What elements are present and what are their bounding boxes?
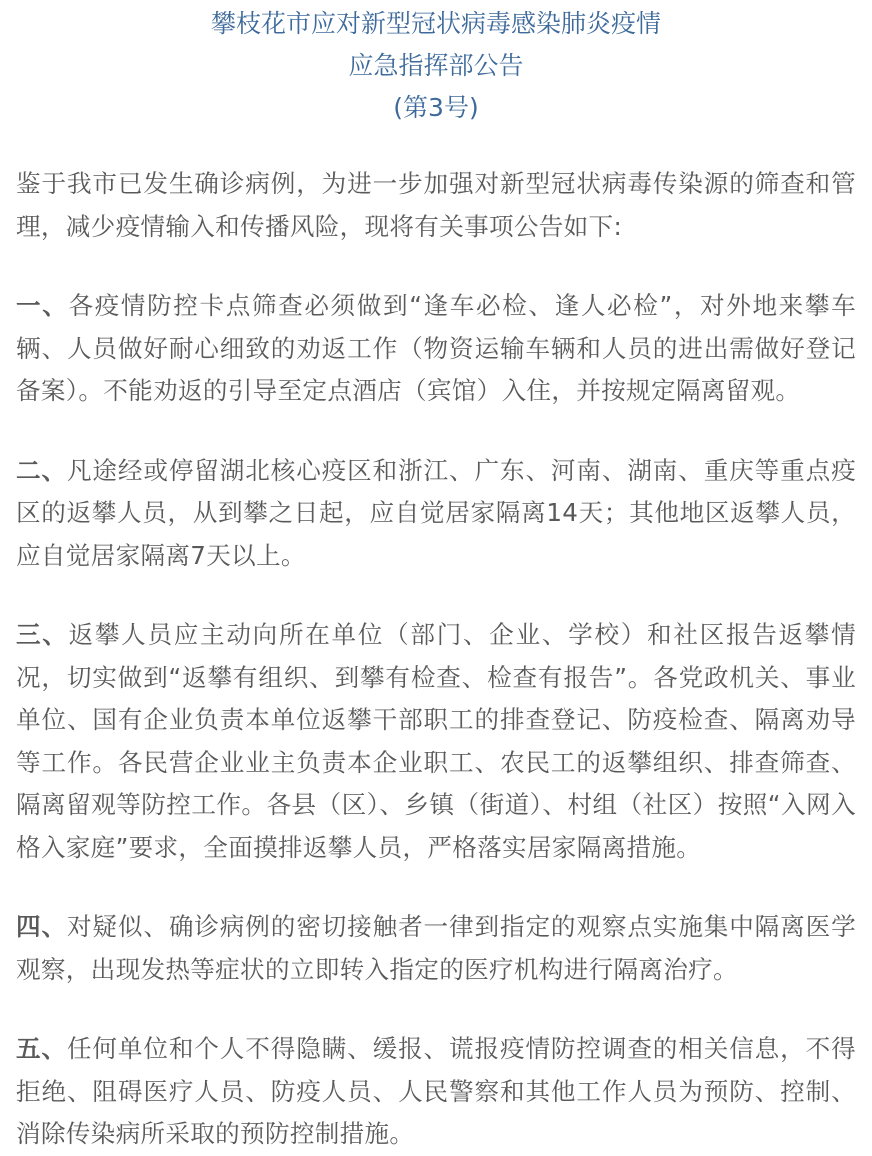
item-3-text: 返攀人员应主动向所在单位（部门、企业、学校）和社区报告返攀情况，切实做到“返攀有组织、到攀有检查、检查有报告”。各党政机关、事业单位、国有企业负责本单位返攀干部职工的排查登记、防疫检查、隔离劝导等工作。各民营企业业主负责本企业职工、农民工的返攀组织、排查筛查、隔离留观等防控工作。各县（区）、乡镇（街道）、村组（社区）按照“入网入格入家庭”要求，全面摸排返攀人员，严格落实居家隔离措施。: [16, 620, 856, 862]
item-2-number: 二、: [16, 455, 67, 485]
announcement-title: [16, 0, 856, 129]
item-1: [16, 285, 856, 413]
item-3: [16, 614, 856, 869]
item-5: [16, 1028, 856, 1156]
title-line-1: 攀枝花市应对新型冠状病毒感染肺炎疫情: [210, 9, 661, 38]
item-3-number: 三、: [16, 620, 69, 649]
item-4: [16, 906, 856, 991]
item-1-number: 一、: [16, 291, 69, 320]
item-2: [16, 450, 856, 578]
item-5-number: 五、: [16, 1034, 67, 1063]
title-line-3: (第3号): [393, 93, 479, 122]
title-line-2: 应急指挥部公告: [348, 51, 524, 80]
item-1-text: 各疫情防控卡点筛查必须做到“逢车必检、逢人必检”，对外地来攀车辆、人员做好耐心细致的劝返工作（物资运输车辆和人员的进出需做好登记备案）。不能劝返的引导至定点酒店（宾馆）入住，并按规定隔离留观。: [16, 291, 856, 405]
item-4-text: 对疑似、确诊病例的密切接触者一律到指定的观察点实施集中隔离医学观察，出现发热等症状的立即转入指定的医疗机构进行隔离治疗。: [16, 912, 856, 984]
intro-paragraph: 鉴于我市已发生确诊病例，为进一步加强对新型冠状病毒传染源的筛查和管理，减少疫情输入和传播风险，现将有关事项公告如下:: [16, 169, 856, 241]
item-2-text: 凡途经或停留湖北核心疫区和浙江、广东、河南、湖南、重庆等重点疫区的返攀人员，从到攀之日起，应自觉居家隔离14天；其他地区返攀人员，应自觉居家隔离7天以上。: [16, 455, 856, 570]
item-4-number: 四、: [16, 912, 67, 941]
item-5-text: 任何单位和个人不得隐瞒、缓报、谎报疫情防控调查的相关信息，不得拒绝、阻碍医疗人员、防疫人员、人民警察和其他工作人员为预防、控制、消除传染病所采取的预防控制措施。: [16, 1034, 856, 1148]
